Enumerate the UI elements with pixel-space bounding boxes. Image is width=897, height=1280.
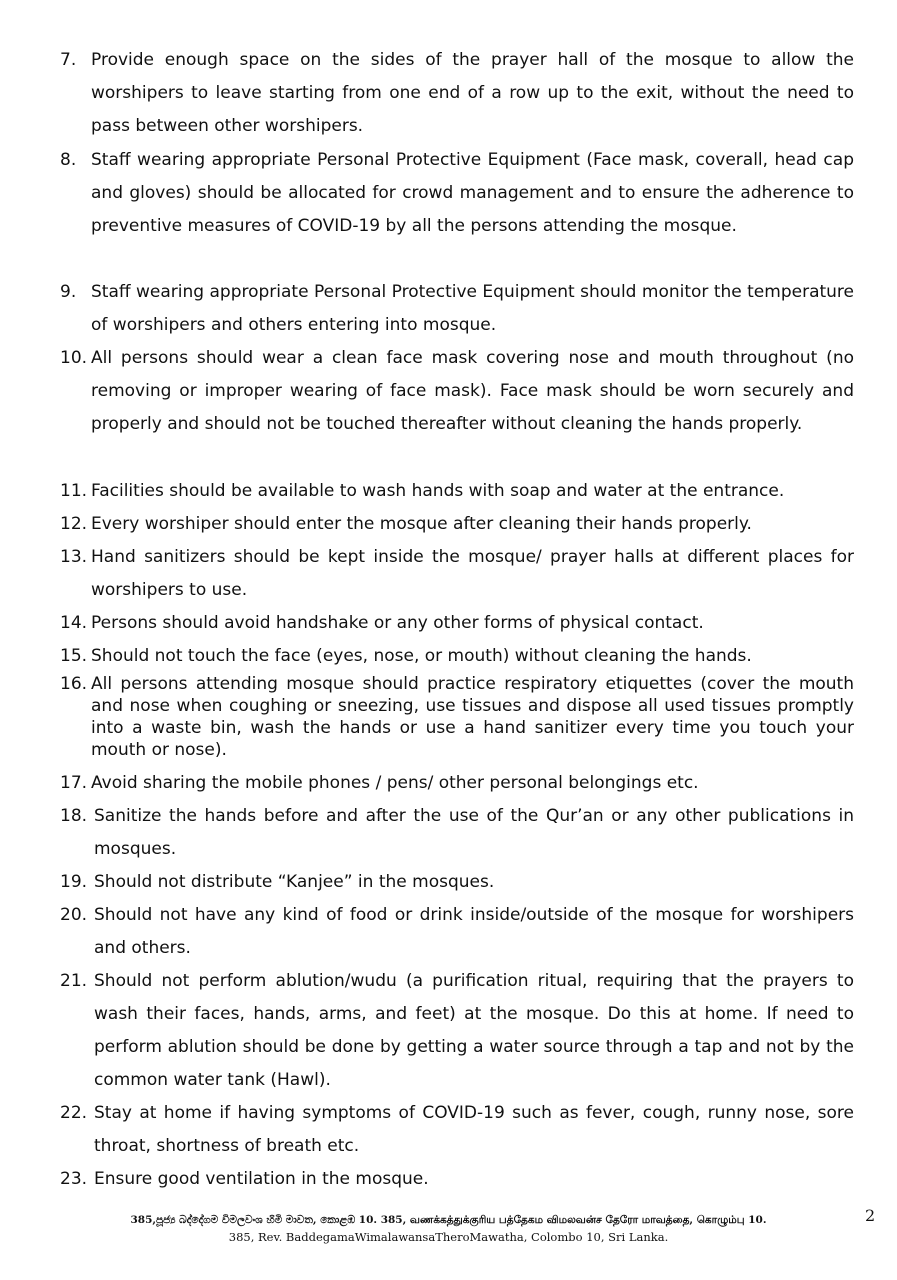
list-item: [60, 640, 854, 673]
list-item-number: 17.: [60, 773, 88, 793]
list-item-number: 16.: [60, 674, 88, 694]
list-item-number: 23.: [60, 1169, 88, 1189]
list-item-text: Staff wearing appropriate Personal Protective Equipment should monitor the temperature of worshipers and others entering into mosque.: [91, 282, 854, 335]
list-item-number: 21.: [60, 971, 88, 991]
list-item-text: Hand sanitizers should be kept inside the mosque/ prayer halls at different places for worshipers to use.: [91, 547, 854, 600]
list-item: [60, 144, 854, 243]
list-item-number: 8.: [60, 150, 77, 170]
footer-address-local: 385,පූජ්‍ය බද්දේගම විමලවංශ හිමි මාවත, කොළඹ 10. 385, வணக்கத்துக்குரிய பத்தேகம விமலவன்ச தேரோ மாவத்தை, கொழும்பு 10.: [130, 1214, 767, 1226]
list-item: [60, 800, 854, 866]
footer-address: [0, 1212, 897, 1246]
list-item-text: Should not touch the face (eyes, nose, or mouth) without cleaning the hands.: [91, 646, 752, 666]
list-item-number: 22.: [60, 1103, 88, 1123]
list-item-number: 10.: [60, 348, 88, 368]
list-item: [60, 508, 854, 541]
list-item-text: Sanitize the hands before and after the use of the Qur’an or any other publications in mosques.: [94, 806, 854, 859]
list-item-text: All persons attending mosque should practice respiratory etiquettes (cover the mouth and nose when coughing or sneezing, use tissues and dispose all used tissues promptly into a waste bin, wash the hands or use a hand sanitizer every time you touch your mouth or nose).: [91, 674, 854, 760]
list-item-text: Staff wearing appropriate Personal Protective Equipment (Face mask, coverall, head cap and gloves) should be allocated for crowd management and to ensure the adherence to preventive measures of COVID-19 by all the persons attending the mosque.: [91, 150, 854, 236]
list-item: [60, 44, 854, 143]
list-item: [60, 899, 854, 965]
list-item-number: 15.: [60, 646, 88, 666]
list-item: [60, 342, 854, 441]
list-item-text: Every worshiper should enter the mosque after cleaning their hands properly.: [91, 514, 752, 534]
list-item-text: Should not perform ablution/wudu (a purification ritual, requiring that the prayers to wash their faces, hands, arms, and feet) at the mosque. Do this at home. If need to perform ablution should be done by getting a water source through a tap and not by the common water tank (Hawl).: [94, 971, 854, 1090]
list-item-number: 20.: [60, 905, 88, 925]
list-item: [60, 767, 854, 800]
list-item: [60, 673, 854, 761]
list-item-text: Should not distribute “Kanjee” in the mosques.: [94, 872, 495, 892]
list-item-text: Facilities should be available to wash hands with soap and water at the entrance.: [91, 481, 785, 501]
list-item-number: 7.: [60, 50, 77, 70]
list-item-text: Avoid sharing the mobile phones / pens/ other personal belongings etc.: [91, 773, 699, 793]
list-item-number: 19.: [60, 872, 88, 892]
list-item-text: Should not have any kind of food or drink inside/outside of the mosque for worshipers and others.: [94, 905, 854, 958]
list-item-number: 13.: [60, 547, 88, 567]
list-item-number: 11.: [60, 481, 88, 501]
list-item: [60, 607, 854, 640]
list-item: [60, 866, 854, 899]
list-item-text: All persons should wear a clean face mask covering nose and mouth throughout (no removing or improper wearing of face mask). Face mask should be worn securely and properly and should not be touched thereafter without cleaning the hands properly.: [91, 348, 854, 434]
list-item: [60, 475, 854, 508]
page-number: 2: [865, 1206, 876, 1225]
list-item-text: Stay at home if having symptoms of COVID-19 such as fever, cough, runny nose, sore throat, shortness of breath etc.: [94, 1103, 854, 1156]
list-item: [60, 1097, 854, 1163]
list-item-number: 9.: [60, 282, 77, 302]
list-item-text: Ensure good ventilation in the mosque.: [94, 1169, 429, 1189]
list-item-number: 12.: [60, 514, 88, 534]
list-item: [60, 541, 854, 607]
list-item: [60, 965, 854, 1097]
list-item: [60, 276, 854, 342]
list-item-number: 14.: [60, 613, 88, 633]
footer-address-english: 385, Rev. BaddegamaWimalawansaTheroMawatha, Colombo 10, Sri Lanka.: [228, 1230, 669, 1244]
list-item: [60, 1163, 854, 1196]
list-item-text: Persons should avoid handshake or any other forms of physical contact.: [91, 613, 704, 633]
list-item-text: Provide enough space on the sides of the prayer hall of the mosque to allow the worshipers to leave starting from one end of a row up to the exit, without the need to pass between other worshipers.: [91, 50, 854, 136]
list-item-number: 18.: [60, 806, 88, 826]
